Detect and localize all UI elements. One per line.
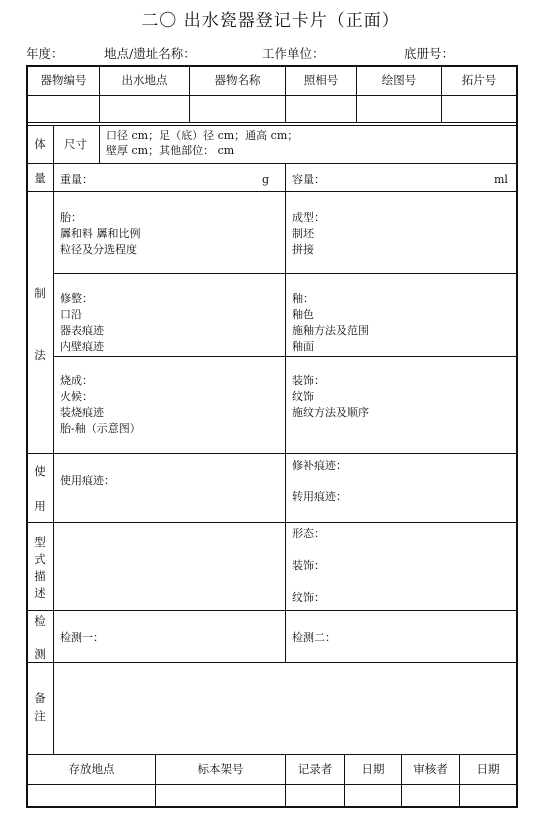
- method-label-1: 制: [34, 286, 46, 300]
- test-two: 检测二：: [292, 631, 336, 644]
- firing-line: 火候：: [60, 390, 93, 403]
- capacity-label: 容量：: [292, 173, 325, 186]
- trim-line: 口沿: [60, 308, 82, 321]
- size-line-2: 壁厚 cm；其他部位： cm: [106, 144, 235, 157]
- glaze-line: 釉：: [292, 292, 314, 305]
- test-one: 检测一：: [60, 631, 104, 644]
- header-photo-no: 照相号: [303, 73, 339, 87]
- footer-storage: 存放地点: [68, 762, 115, 776]
- footer-recorder: 记录者: [297, 762, 333, 776]
- body-line: 胎：: [60, 211, 82, 224]
- unit-field: 工作单位：: [262, 46, 325, 61]
- notes-label-1: 备: [34, 691, 46, 705]
- use-label-2: 用: [34, 499, 46, 513]
- type-label-3: 描: [34, 569, 46, 583]
- pattern-field: 纹饰：: [292, 591, 325, 604]
- notes-label-2: 注: [34, 709, 46, 723]
- header-object-name: 器物名称: [214, 73, 261, 87]
- method-label-2: 法: [34, 348, 46, 362]
- glaze-line: 施釉方法及范围: [292, 324, 369, 337]
- footer-date-2: 日期: [476, 762, 500, 776]
- header-drawing-no: 绘图号: [381, 73, 417, 87]
- forming-line: 拼接: [292, 243, 314, 256]
- repair-traces: 修补痕迹：: [292, 459, 347, 472]
- header-location: 出水地点: [121, 73, 168, 87]
- body-line: 粒径及分选程度: [60, 243, 137, 256]
- footer-shelf-no: 标本架号: [197, 762, 244, 776]
- use-label-1: 使: [34, 464, 46, 478]
- trim-line: 内壁痕迹: [60, 340, 104, 353]
- forming-line: 制坯: [292, 227, 314, 240]
- card-title: 二〇 出水瓷器登记卡片（正面）: [141, 11, 400, 31]
- glaze-line: 釉色: [292, 308, 314, 321]
- weight-unit: g: [262, 173, 270, 186]
- test-label-1: 检: [34, 614, 46, 628]
- ledger-field: 底册号：: [404, 46, 455, 61]
- type-label-4: 述: [34, 586, 46, 600]
- deco-line: 施纹方法及顺序: [292, 406, 369, 419]
- form-field: 形态：: [292, 527, 325, 540]
- glaze-line: 釉面: [292, 340, 314, 353]
- body-line: 羼和料 羼和比例: [60, 227, 141, 240]
- firing-line: 烧成：: [60, 374, 93, 387]
- weight-label: 重量：: [60, 173, 93, 186]
- volume-label-2: 量: [34, 171, 46, 185]
- type-label-1: 型: [34, 535, 46, 549]
- type-label-2: 式: [34, 552, 46, 566]
- reuse-traces: 转用痕迹：: [292, 490, 347, 503]
- header-rubbing-no: 拓片号: [461, 73, 497, 87]
- footer-reviewer: 审核者: [413, 762, 448, 776]
- forming-line: 成型：: [292, 211, 325, 224]
- capacity-unit: ml: [494, 173, 508, 186]
- deco-line: 装饰：: [292, 374, 325, 387]
- deco-line: 纹饰: [292, 390, 314, 403]
- size-line-1: 口径 cm；足（底）径 cm；通高 cm；: [106, 129, 299, 142]
- trim-line: 修整：: [60, 292, 93, 305]
- deco-field: 装饰：: [292, 559, 325, 572]
- test-label-2: 测: [34, 647, 46, 661]
- site-field: 地点/遗址名称：: [104, 46, 196, 61]
- year-field: 年度：: [26, 46, 64, 61]
- use-traces: 使用痕迹：: [60, 474, 115, 487]
- volume-label-1: 体: [34, 137, 46, 151]
- size-label: 尺寸: [64, 137, 87, 151]
- firing-line: 装烧痕迹: [60, 406, 104, 419]
- footer-date-1: 日期: [361, 762, 385, 776]
- trim-line: 器表痕迹: [60, 324, 104, 337]
- firing-line: 胎-釉（示意图）: [60, 422, 141, 435]
- header-object-no: 器物编号: [40, 73, 87, 87]
